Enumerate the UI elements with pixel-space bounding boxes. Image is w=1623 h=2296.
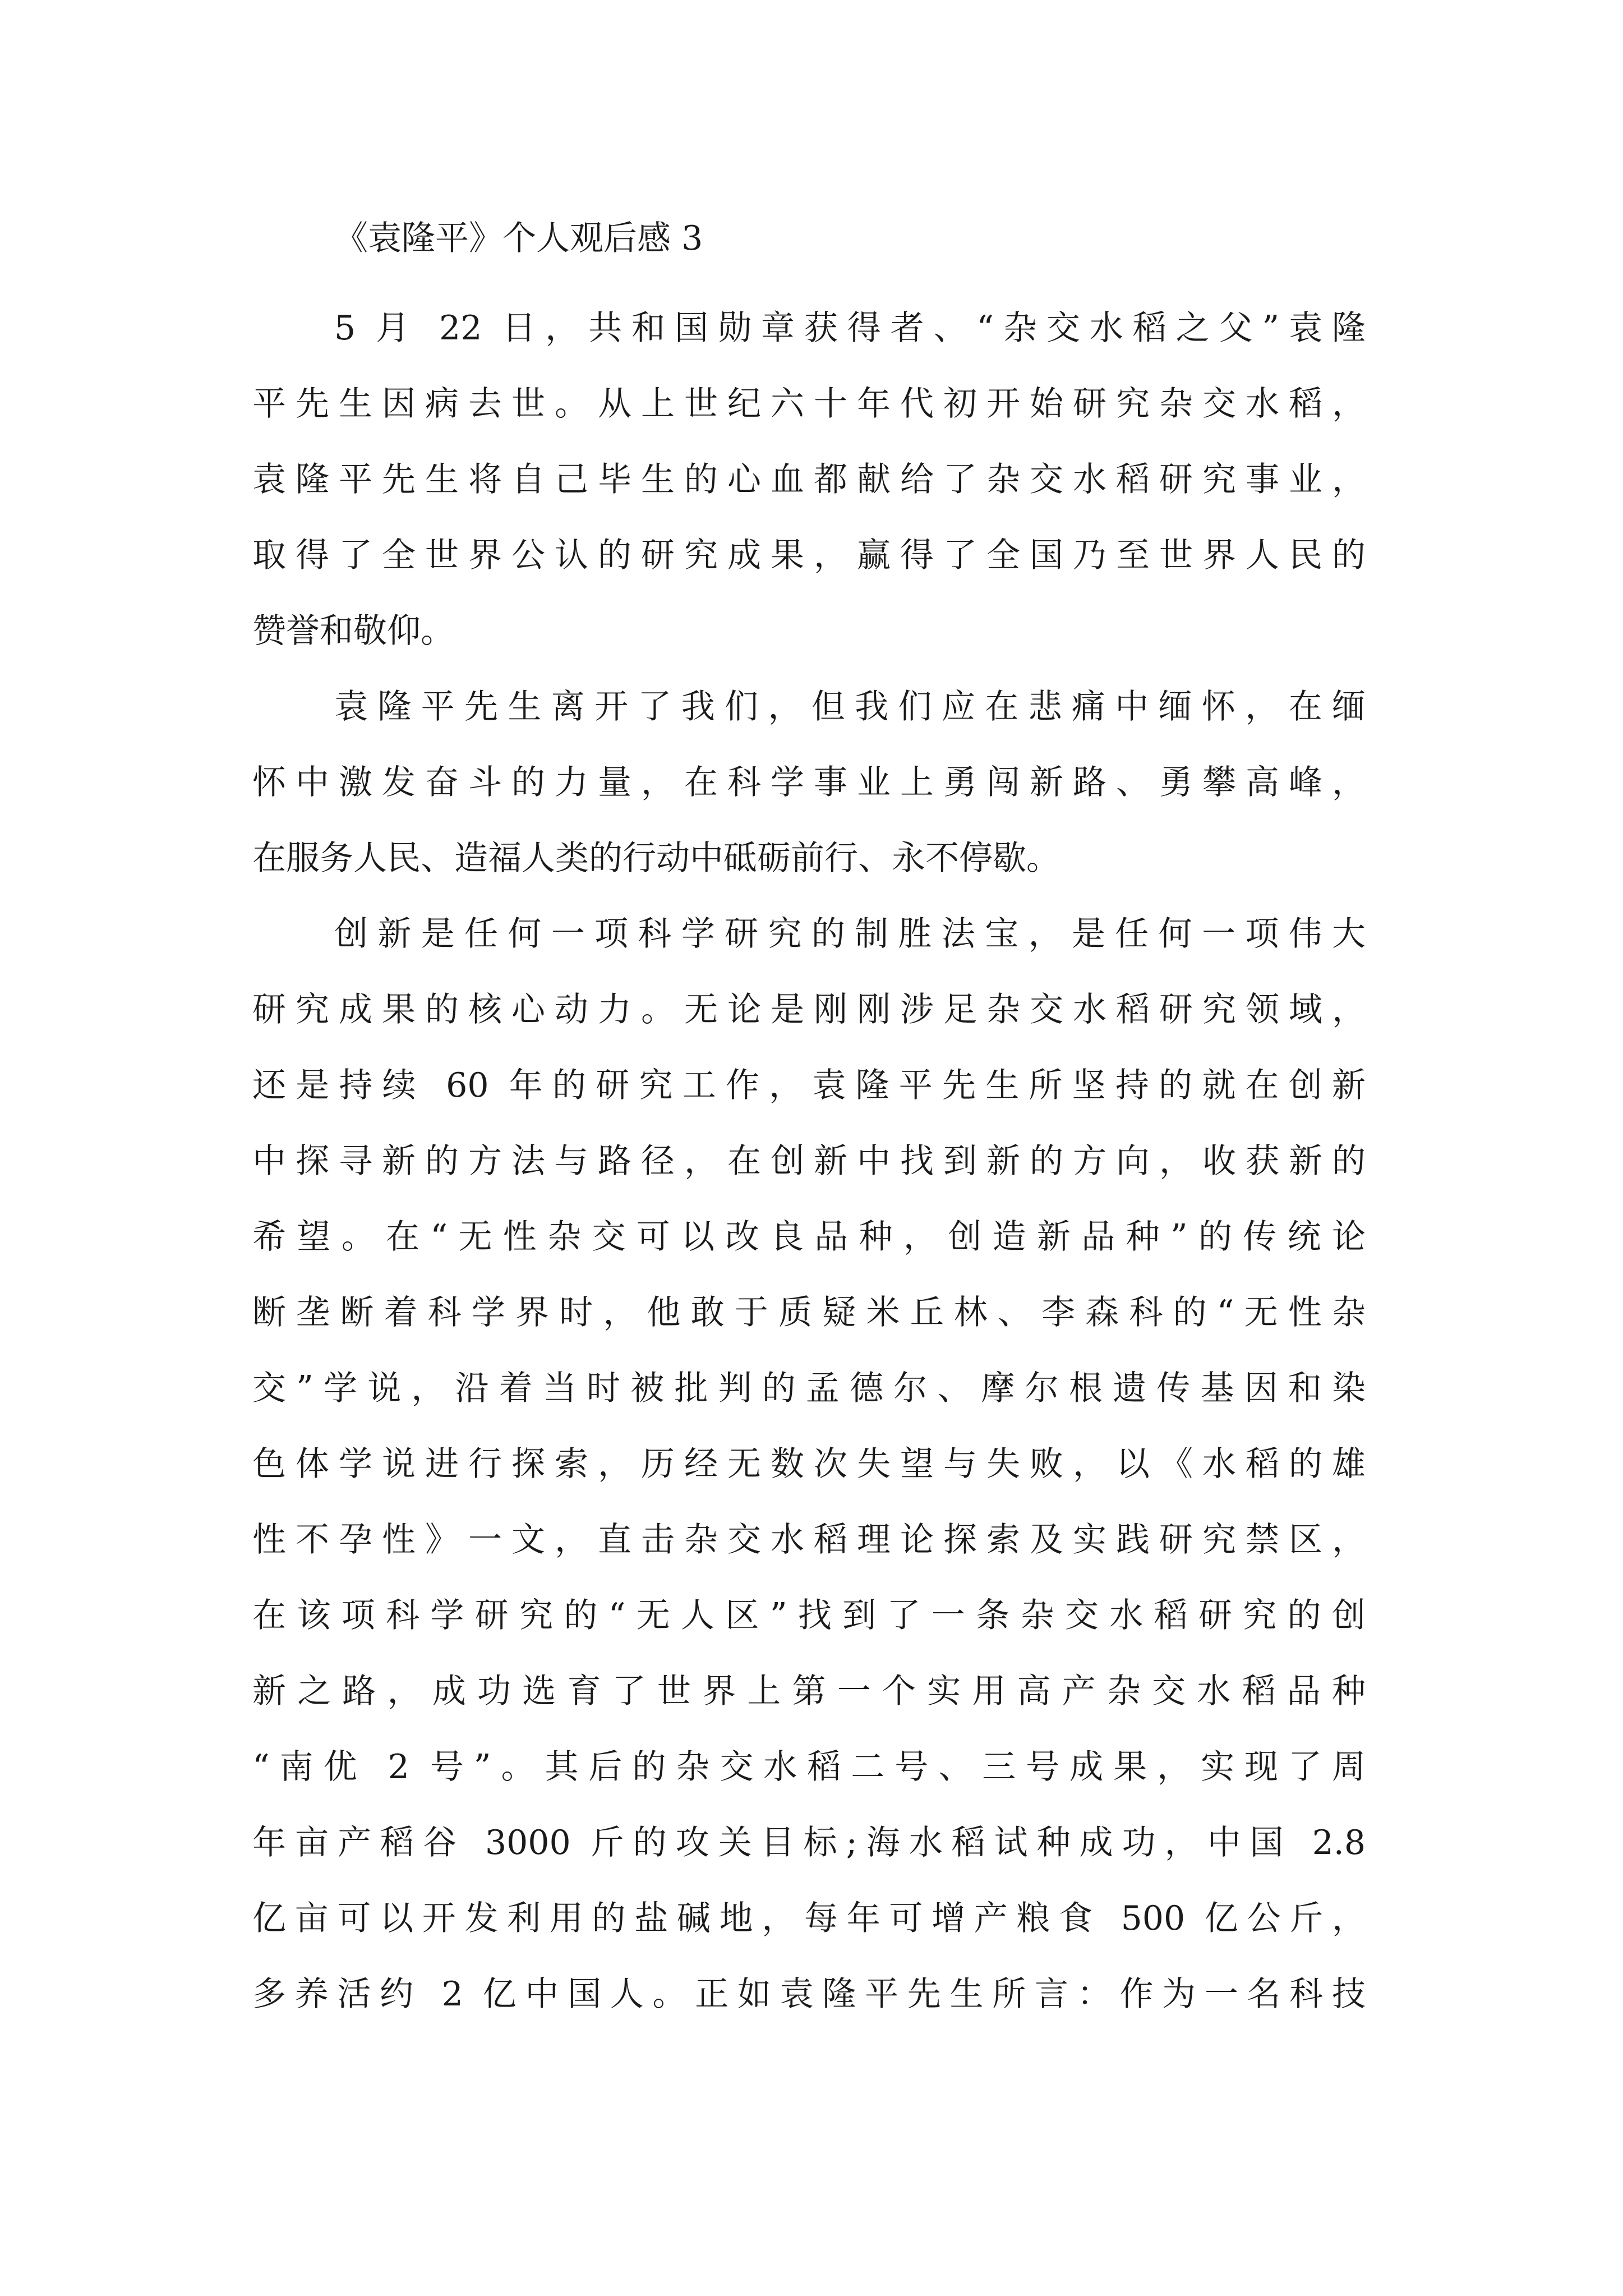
paragraph-3-line-9: 性不孕性》一文，直击杂交水稻理论探索及实践研究禁区， <box>252 1520 1366 1559</box>
paragraph-3-line-14: 亿亩可以开发利用的盐碱地，每年可增产粮食 500 亿公斤， <box>252 1899 1366 1938</box>
paragraph-3-line-6: 断垄断着科学界时，他敢于质疑米丘林、李森科的“无性杂 <box>252 1293 1366 1332</box>
paragraph-3-line-10: 在该项科学研究的“无人区”找到了一条杂交水稻研究的创 <box>252 1596 1366 1635</box>
paragraph-1-line-1: 5 月 22 日，共和国勋章获得者、“杂交水稻之父”袁隆 <box>334 309 1366 348</box>
paragraph-1-line-3: 袁隆平先生将自己毕生的心血都献给了杂交水稻研究事业， <box>252 460 1366 499</box>
document-title: 《袁隆平》个人观后感 3 <box>334 219 703 258</box>
paragraph-3-line-11: 新之路，成功选育了世界上第一个实用高产杂交水稻品种 <box>252 1672 1366 1711</box>
paragraph-2-line-2: 怀中激发奋斗的力量，在科学事业上勇闯新路、勇攀高峰， <box>252 763 1366 802</box>
paragraph-3-line-1: 创新是任何一项科学研究的制胜法宝，是任何一项伟大 <box>334 914 1366 954</box>
paragraph-2-line-3: 在服务人民、造福人类的行动中砥砺前行、永不停歇。 <box>252 839 1060 878</box>
paragraph-3-line-15: 多养活约 2 亿中国人。正如袁隆平先生所言：作为一名科技 <box>252 1975 1366 2014</box>
paragraph-1-line-2: 平先生因病去世。从上世纪六十年代初开始研究杂交水稻， <box>252 384 1366 424</box>
paragraph-3-line-12: “南优 2 号”。其后的杂交水稻二号、三号成果，实现了周 <box>252 1747 1366 1787</box>
paragraph-2-line-1: 袁隆平先生离开了我们，但我们应在悲痛中缅怀，在缅 <box>334 687 1366 726</box>
paragraph-1-line-5: 赞誉和敬仰。 <box>252 611 454 651</box>
paragraph-1-line-4: 取得了全世界公认的研究成果，赢得了全国乃至世界人民的 <box>252 536 1366 575</box>
paragraph-3-line-5: 希望。在“无性杂交可以改良品种，创造新品种”的传统论 <box>252 1217 1366 1257</box>
paragraph-3-line-2: 研究成果的核心动力。无论是刚刚涉足杂交水稻研究领域， <box>252 990 1366 1029</box>
paragraph-3-line-13: 年亩产稻谷 3000 斤的攻关目标;海水稻试种成功，中国 2.8 <box>252 1823 1366 1862</box>
paragraph-3-line-3: 还是持续 60 年的研究工作，袁隆平先生所坚持的就在创新 <box>252 1066 1366 1105</box>
paragraph-3-line-4: 中探寻新的方法与路径，在创新中找到新的方向，收获新的 <box>252 1142 1366 1181</box>
paragraph-3-line-7: 交”学说，沿着当时被批判的孟德尔、摩尔根遗传基因和染 <box>252 1369 1366 1408</box>
paragraph-3-line-8: 色体学说进行探索，历经无数次失望与失败，以《水稻的雄 <box>252 1444 1366 1484</box>
